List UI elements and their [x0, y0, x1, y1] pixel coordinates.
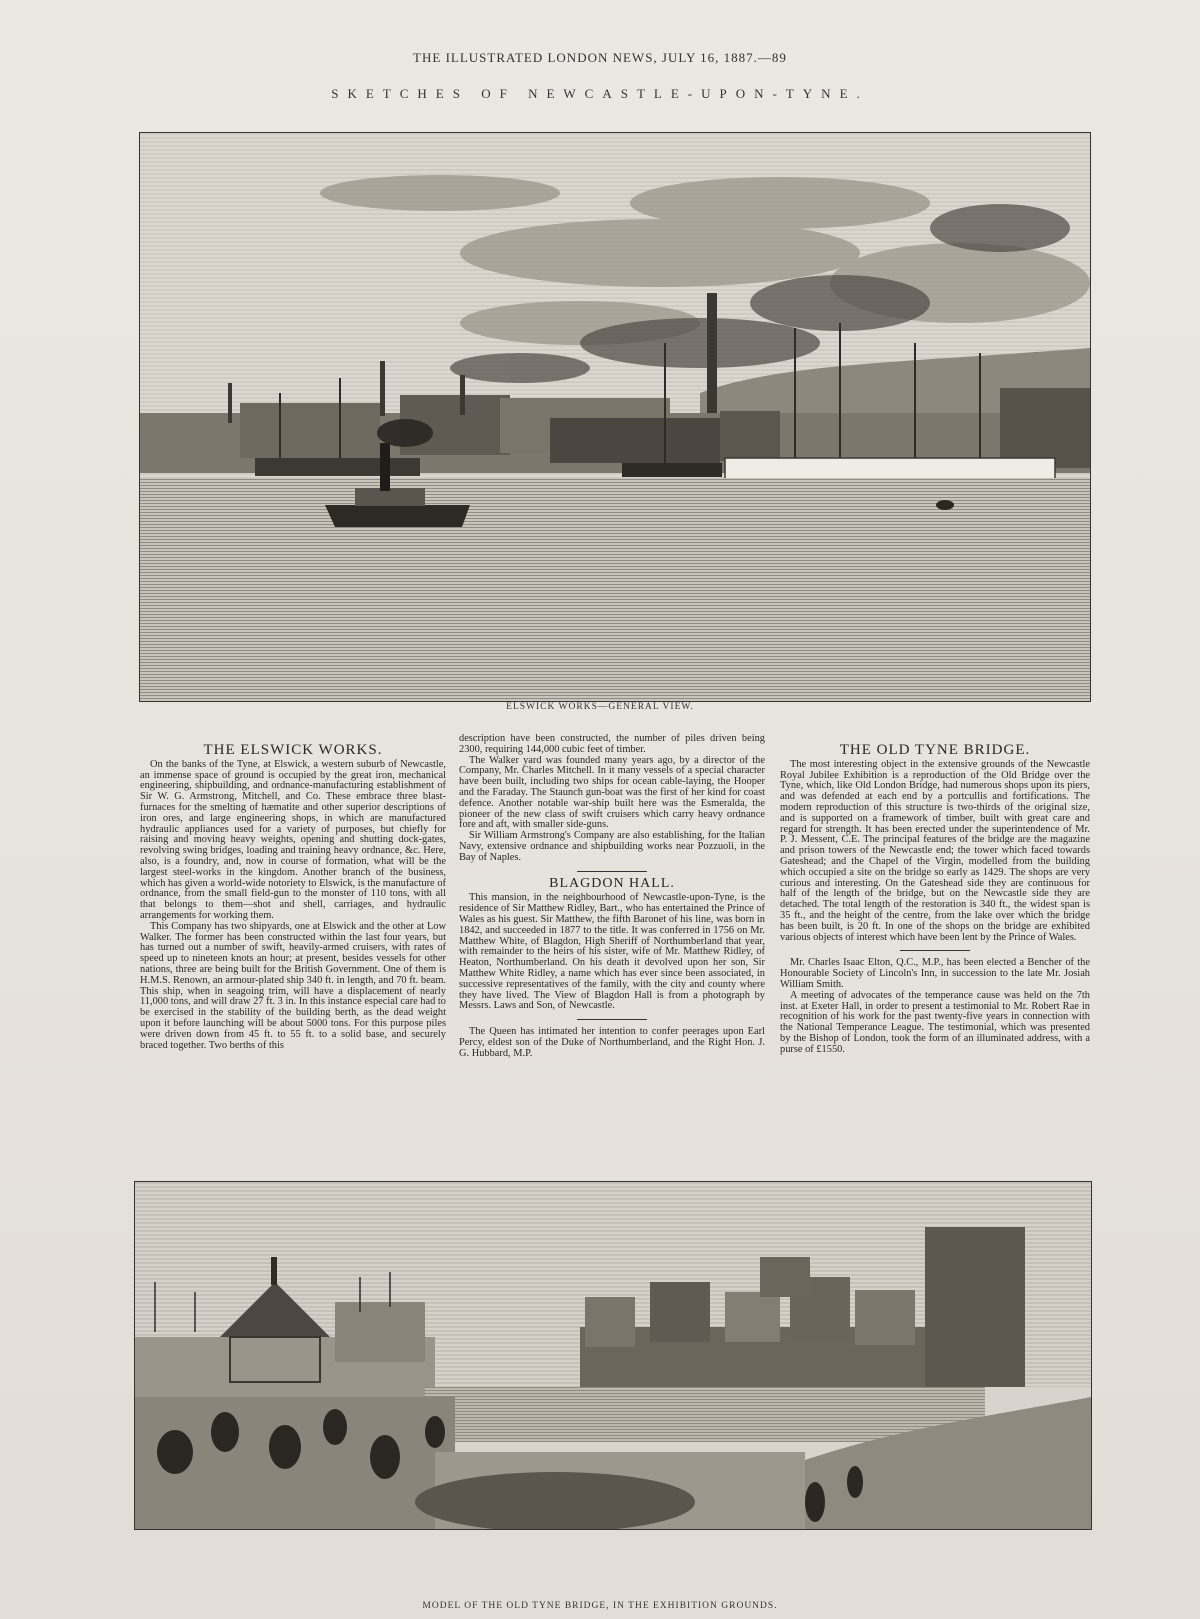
column-old-tyne-bridge — [780, 742, 1090, 1056]
top-image-caption: ELSWICK WORKS—GENERAL VIEW. — [506, 702, 694, 712]
page-title: SKETCHES OF NEWCASTLE-UPON-TYNE. — [331, 86, 869, 101]
column-elswick-works — [140, 742, 446, 1051]
bottom-image-caption: MODEL OF THE OLD TYNE BRIDGE, IN THE EXHIBITION GROUNDS. — [422, 1601, 778, 1611]
divider — [900, 950, 970, 951]
elswick-works-engraving — [139, 132, 1091, 702]
divider — [577, 871, 647, 872]
paragraph: This mansion, in the neighbourhood of Newcastle-upon-Tyne, is the residence of Sir Matthew Ridley, Bart., who has entertained the Prince of Wales as his guest. Sir Matthew, the fifth Baronet of his line, was born in 1842, and succeeded in 1877 to the title. It was conferred in 1756 on Mr. Matthew White, of Blagdon, High Sheriff of Northumberland that year, with remainder to the heirs of his sister, wife of Mr. Matthew Ridley, of Heaton, Northumberland. On his death it devolved upon her son, Sir Matthew White Ridley, a name which has ever since been associated, in successive representatives of the family, with the city and county where they have lived. The View of Blagdon Hall is from a photograph by Messrs. Laws and Son, of Newcastle. — [459, 892, 765, 1012]
paragraph: Mr. Charles Isaac Elton, Q.C., M.P., has been elected a Bencher of the Honourable Society of Lincoln's Inn, in succession to the late Mr. Josiah William Smith. — [780, 957, 1090, 990]
paragraph: A meeting of advocates of the temperance cause was held on the 7th inst. at Exeter Hall, in order to present a testimonial to Mr. Robert Rae in recognition of his work for the past twenty-five years in connection with the National Temperance League. The testimonial, which was presented by the Bishop of London, took the form of an illuminated address, with a purse of £1550. — [780, 989, 1090, 1055]
paragraph: The most interesting object in the extensive grounds of the Newcastle Royal Jubilee Exhibition is a reproduction of the Old Bridge over the Tyne, which, like Old London Bridge, had numerous shops upon its piers, and was defended at each end by a portcullis and fortifications. The modern reproduction of this structure is two-thirds of the original size, and is supported on a framework of timber, built with great care and regard for strength. It has been erected under the superintendence of Mr. P. J. Messent, C.E. The principal features of the bridge are the magazine and prison towers of the Newcastle end; the tower which faced towards Gateshead; and the Chapel of the Virgin, modelled from the building which occupied a site on the bridge so early as 1429. The shops are very curious and interesting. On the Gateshead side they are continuous for half of the length of the bridge, but on the Newcastle side they are detached. The total length of the restoration is 340 ft., the widest span is 35 ft., and the height of the centre, from the lake over which the bridge has been built, is 20 ft. In one of the shops on the bridge are exhibited various objects of interest which have been lent by the Prince of Wales. — [780, 758, 1090, 943]
section-heading-elswick: THE ELSWICK WORKS. — [203, 742, 383, 758]
old-tyne-bridge-engraving — [134, 1181, 1092, 1530]
paragraph: This Company has two shipyards, one at Elswick and the other at Low Walker. The former has been constructed within the last four years, but has turned out a number of swift, heavily-armed cruisers, with rates of speed up to nineteen knots an hour; at present, besides vessels for other nations, three are being built for the British Government. One of them is H.M.S. Renown, an armour-plated ship 340 ft. in length, and 70 ft. beam. This ship, when in seagoing trim, will have a displacement of nearly 11,000 tons, and will draw 27 ft. 3 in. In this instance especial care had to be exercised in the stability of the building berth, as the dead weight upon it before launching will be about 5000 tons. For this purpose piles were driven down from 45 ft. to 55 ft. to a solid base, and securely braced together. Two berths of this — [140, 920, 446, 1051]
divider — [577, 1019, 647, 1020]
section-heading-tyne-bridge: THE OLD TYNE BRIDGE. — [839, 742, 1031, 758]
running-head: THE ILLUSTRATED LONDON NEWS, JULY 16, 1887.—89 — [413, 50, 787, 65]
paragraph: Sir William Armstrong's Company are also establishing, for the Italian Navy, extensive ordnance and shipbuilding works near Pozzuoli, in the Bay of Naples. — [459, 830, 765, 863]
paragraph: description have been constructed, the number of piles driven being 2300, requiring 144,000 cubic feet of timber. — [459, 733, 765, 755]
paragraph: On the banks of the Tyne, at Elswick, a western suburb of Newcastle, an immense space of ground is occupied by the great iron, mechanical engineering, shipbuilding, and ordnance-manufacturing establishment of Sir W. G. Armstrong, Mitchell, and Co. These embrace three blast-furnaces for the smelting of hæmatite and other superior descriptions of iron ores, and large engineering shops, in which are manufactured hydraulic appliances used for a variety of purposes, but chiefly for raising and moving heavy weights, opening and shutting dock-gates, revolving swing bridges, loading and training heavy ordnance, &c. Here, also, is a foundry, and, now in course of formation, what will be the largest steel-works in the kingdom. Another branch of the business, which has given a world-wide notoriety to Elswick, is the manufacture of ordnance, from the small field-gun to the monster of 110 tons, with all that belongs to them—shot and shell, carriages, and hydraulic arrangements for working them. — [140, 758, 446, 921]
paragraph: The Queen has intimated her intention to confer peerages upon Earl Percy, eldest son of the Duke of Northumberland, and the Right Hon. J. G. Hubbard, M.P. — [459, 1026, 765, 1059]
paragraph: The Walker yard was founded many years ago, by a director of the Company, Mr. Charles Mitchell. In it many vessels of a special character have been built, including two ships for ocean cable-laying, the Hooper and the Faraday. The Staunch gun-boat was the first of her kind for coast defence. Another notable war-ship built here was the Esmeralda, the pioneer of the new class of swift cruisers which carry heavy ordnance fore and aft, with smaller side-guns. — [459, 754, 765, 831]
section-heading-blagdon: BLAGDON HALL. — [549, 875, 675, 891]
column-blagdon-hall — [459, 734, 765, 1060]
